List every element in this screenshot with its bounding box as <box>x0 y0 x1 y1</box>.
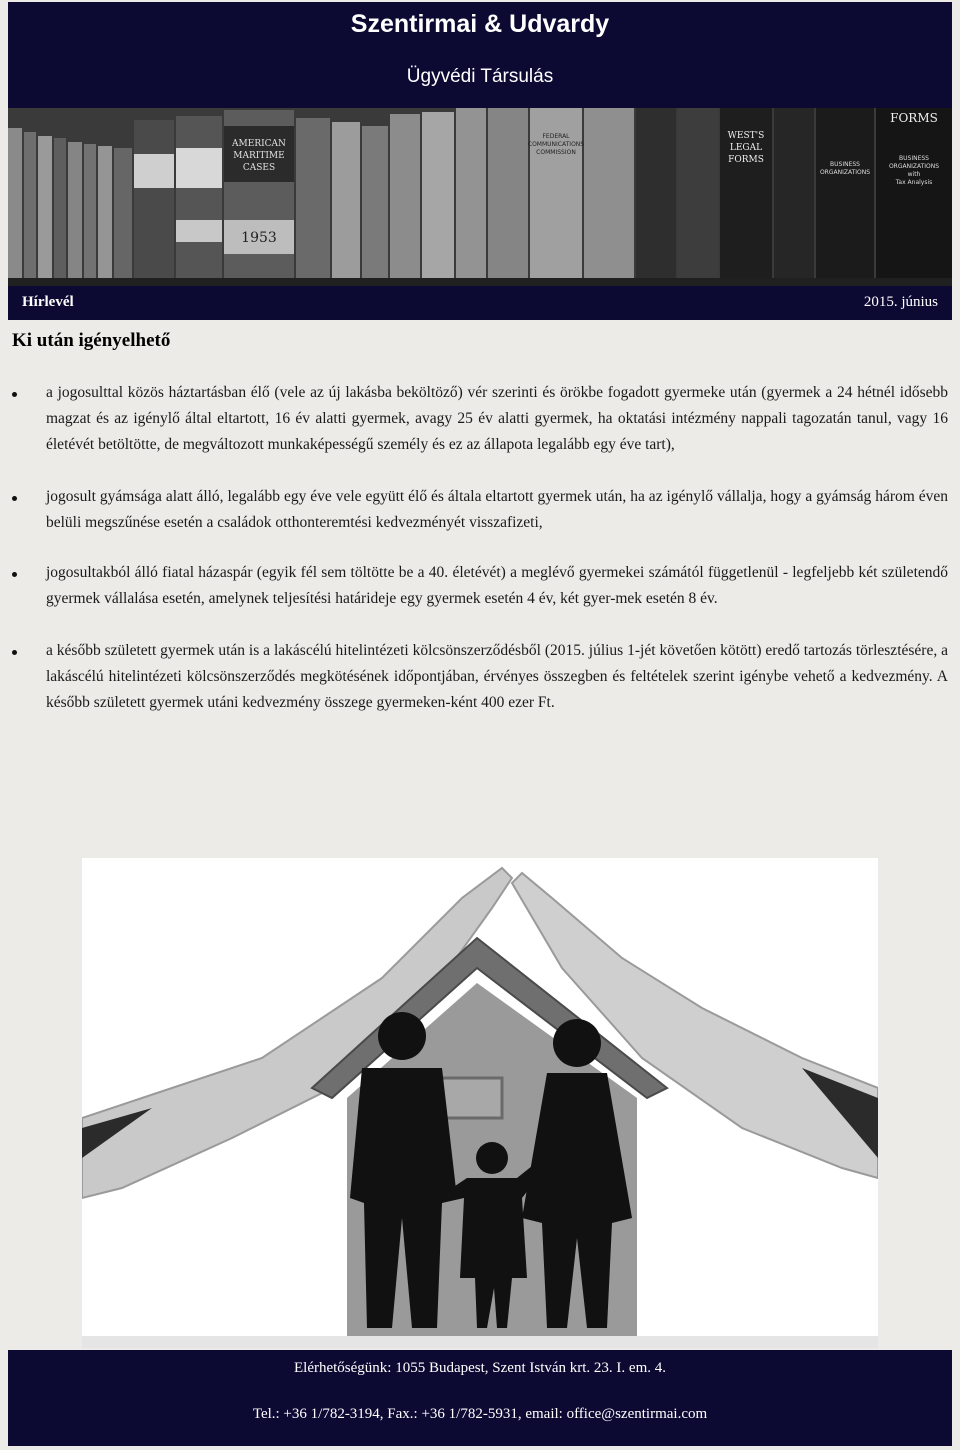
footer <box>8 1350 952 1446</box>
svg-text:WEST'S: WEST'S <box>727 131 765 141</box>
svg-text:LEGAL: LEGAL <box>729 143 763 153</box>
list-item <box>46 638 948 716</box>
svg-text:MARITIME: MARITIME <box>233 151 285 161</box>
svg-text:COMMUNICATIONS: COMMUNICATIONS <box>527 141 585 148</box>
bullet-icon <box>12 572 17 577</box>
list-item-text: jogosult gyámsága alatt álló, legalább egy éve vele együtt élő és általa eltartott gyermek után, ha az igénylő vállalja, hogy a gyámság három éven belüli megszűnése esetén a családok otthonteremtési kedvezményét visszafizeti, <box>46 488 948 531</box>
list-item-text: a jogosulttal közös háztartásban élő (vele az új lakásba beköltöző) vér szerinti és örökbe fogadott gyermeke után (gyermek a 24 hétnél idősebb magzat és az igénylő által eltartott, 16 év alatti gyermek, avagy 25 év alatti gyermek, ha oktatási intézmény nappali tagozatán tanul, vagy 16 életévét betöltötte, de megváltozott munkaképességű személy és ez az állapota legalább egy éve tart), <box>46 384 948 453</box>
hands-house-family-image <box>82 858 878 1348</box>
footer-contact: Tel.: +36 1/782-3194, Fax.: +36 1/782-5931, email: office@szentirmai.com <box>252 1406 708 1422</box>
middle-books <box>134 108 718 286</box>
section-title: Ki után igényelhető <box>12 330 171 351</box>
newsletter-label: Hírlevél <box>22 294 74 310</box>
svg-text:FEDERAL: FEDERAL <box>542 133 570 140</box>
firm-subtitle: Ügyvédi Társulás <box>406 66 554 87</box>
svg-text:ORGANIZATIONS: ORGANIZATIONS <box>888 163 940 170</box>
bullet-icon <box>12 392 17 397</box>
list-item <box>46 380 948 458</box>
svg-text:1953: 1953 <box>241 230 277 246</box>
svg-text:CASES: CASES <box>242 163 276 173</box>
svg-text:BUSINESS: BUSINESS <box>830 161 860 168</box>
svg-text:FORMS: FORMS <box>890 111 938 125</box>
svg-text:COMMISSION: COMMISSION <box>536 149 576 156</box>
bullet-icon <box>12 650 17 655</box>
newsletter-date: 2015. június <box>863 294 938 310</box>
list-item-text: jogosultakból álló fiatal házaspár (egyik fél sem töltötte be a 40. életévét) a meglévő gyermekei számától függetlenül - legfeljebb két születendő gyermek vállalása esetén, amelynek teljesítési határideje egy gyermek esetén 4 év, két gyer-mek esetén 8 év. <box>46 564 948 607</box>
footer-address: Elérhetőségünk: 1055 Budapest, Szent István krt. 23. I. em. 4. <box>293 1360 666 1376</box>
list-item <box>46 484 948 536</box>
right-books <box>720 108 952 286</box>
eligibility-list <box>0 380 960 716</box>
newsletter-bar <box>8 286 952 320</box>
list-item-text: a később született gyermek után is a lakáscélú hitelintézeti kölcsönszerződésből (2015. július 1-jét követően kötött) eredő tartozás törlesztésére, a lakáscélú hitelintézeti kölcsönszerződés megkötésének időpontjában, érvényes összegben és feltételek szerint igénybe vehető a kedvezmény. A később született gyermek utáni kedvezmény összege gyermeken-ként 400 ezer Ft. <box>46 642 948 711</box>
svg-text:AMERICAN: AMERICAN <box>232 139 286 149</box>
svg-text:BUSINESS: BUSINESS <box>899 155 929 162</box>
bookshelf-illustration <box>8 108 952 286</box>
svg-text:ORGANIZATIONS: ORGANIZATIONS <box>819 169 871 176</box>
svg-text:FORMS: FORMS <box>728 155 764 165</box>
list-item <box>46 560 948 612</box>
law-books-banner <box>8 108 952 286</box>
bullet-icon <box>12 496 17 501</box>
svg-text:Tax Analysis: Tax Analysis <box>895 179 933 186</box>
firm-name: Szentirmai & Udvardy <box>350 10 610 38</box>
svg-text:with: with <box>907 171 921 178</box>
header-band <box>8 2 952 108</box>
family-house-illustration <box>82 858 878 1348</box>
